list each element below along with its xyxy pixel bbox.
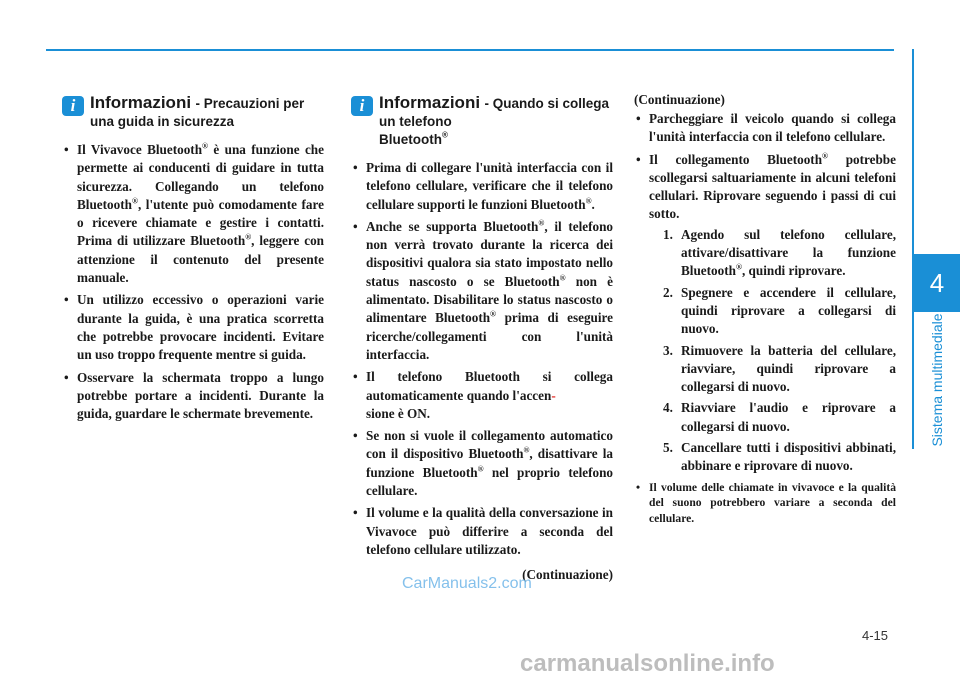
side-rule <box>912 49 914 449</box>
info-heading: i Informazioni - Quando si collega un telefono Bluetooth® <box>351 94 613 149</box>
bullet-list <box>351 159 613 559</box>
step-item: 5. Cancellare tutti i dispositivi abbinati, abbinare e riprovare di nuovo. <box>663 440 896 474</box>
step-item: 2. Spegnere e accendere il cellulare, quindi riprovare a collegarsi di nuovo. <box>663 284 896 337</box>
page-number: 4-15 <box>862 628 889 643</box>
bullet-list <box>634 110 896 526</box>
continued-label: (Continuazione) <box>634 92 725 107</box>
step-item: 3. Rimuovere la batteria del cellulare, riavviare, quindi riprovare a collegarsi di nuovo. <box>663 342 896 395</box>
info-subtitle-2: Bluetooth <box>379 132 442 147</box>
chapter-tab: 4 <box>914 254 960 312</box>
list-item: • Il Vivavoce Bluetooth® è una funzione che permette ai conducenti di guidare in tutta sicurezza. Collegando un telefono Bluetooth®, l'utente può comodamente fare o ricevere chiamate e gestire i contatti. Prima di utilizzare Bluetooth®, leggere con attenzione il contenuto del presente manuale. <box>62 141 324 287</box>
info-icon: i <box>351 96 373 116</box>
info-icon: i <box>62 96 84 116</box>
list-item: • Osservare la schermata troppo a lungo potrebbe portare a incidenti. Durante la guida, guardare le schermate brevemente. <box>62 369 324 424</box>
list-item: • Anche se supporta Bluetooth®, il telefono non verrà trovato durante la ricerca dei dispositivi qualora sia stato impostato nello status nascosto o se Bluetooth® non è alimentato. Disabilitare lo status nascosto o alimentare Bluetooth® prima di eseguire ricerche/collegamenti con l'unità interfaccia. <box>351 218 613 364</box>
step-item: 4. Riavviare l'audio e riprovare a collegarsi di nuovo. <box>663 400 896 434</box>
list-item: • Il collegamento Bluetooth® potrebbe scollegarsi saltuariamente in alcuni telefoni cellulari. Riprovare seguendo i passi di cui sotto. 1. Agendo sul telefono cellulare, attivare/disattivare la funzione Bluetooth®, quindi riprovare. 2. Spegnere e accendere il cellulare, quindi riprovare a collegarsi di nuovo. 3. Rimuovere la batteria del cellulare, riavviare, quindi riprovare a collegarsi di nuovo. 4. Riavviare l'audio e riprovare a collegarsi di nuovo. 5. Cancellare tutti i dispositivi abbinati, abbinare e riprovare di nuovo. <box>634 151 896 476</box>
list-item: • Il volume delle chiamate in vivavoce e la qualità del suono potrebbero variare a seconda del cellulare. <box>634 480 896 527</box>
list-item: • Se non si vuole il collegamento automatico con il dispositivo Bluetooth®, disattivare la funzione Bluetooth® nel proprio telefono cellulare. <box>351 427 613 500</box>
footer-watermark: carmanualsonline.info <box>520 650 775 677</box>
bullet-list <box>62 141 324 423</box>
list-item: • Parcheggiare il veicolo quando si collega l'unità interfaccia con il telefono cellulare. <box>634 110 896 147</box>
info-heading <box>62 94 324 131</box>
step-item: 1. Agendo sul telefono cellulare, attivare/disattivare la funzione Bluetooth®, quindi riprovare. <box>663 226 896 279</box>
column-connecting <box>351 94 613 583</box>
info-title: Informazioni <box>379 93 481 112</box>
continued-label: (Continuazione) <box>522 567 613 583</box>
info-subtitle: - Quando si collega un telefono <box>379 96 610 129</box>
top-rule <box>46 49 894 51</box>
column-continued <box>634 92 896 530</box>
section-label: Sistema multimediale <box>929 313 945 447</box>
steps-list <box>649 226 896 476</box>
list-item: • Il telefono Bluetooth si collega automaticamente quando l'accen- sione è ON. <box>351 368 613 423</box>
list-item: • Il volume e la qualità della conversazione in Vivavoce può differire a seconda del telefono cellulare utilizzato. <box>351 504 613 559</box>
column-safety <box>62 94 324 427</box>
list-item: • Un utilizzo eccessivo o operazioni varie durante la guida, è una pratica scorretta che potrebbe provocare incidenti. Evitare un uso troppo frequente mentre si guida. <box>62 291 324 364</box>
watermark: CarManuals2.com <box>402 575 532 592</box>
info-title: Informazioni <box>90 93 192 112</box>
list-item: • Prima di collegare l'unità interfaccia con il telefono cellulare, verificare che il telefono cellulare supporti le funzioni Bluetooth®. <box>351 159 613 214</box>
info-subtitle: - Precauzioni per una guida in sicurezza <box>90 96 305 129</box>
